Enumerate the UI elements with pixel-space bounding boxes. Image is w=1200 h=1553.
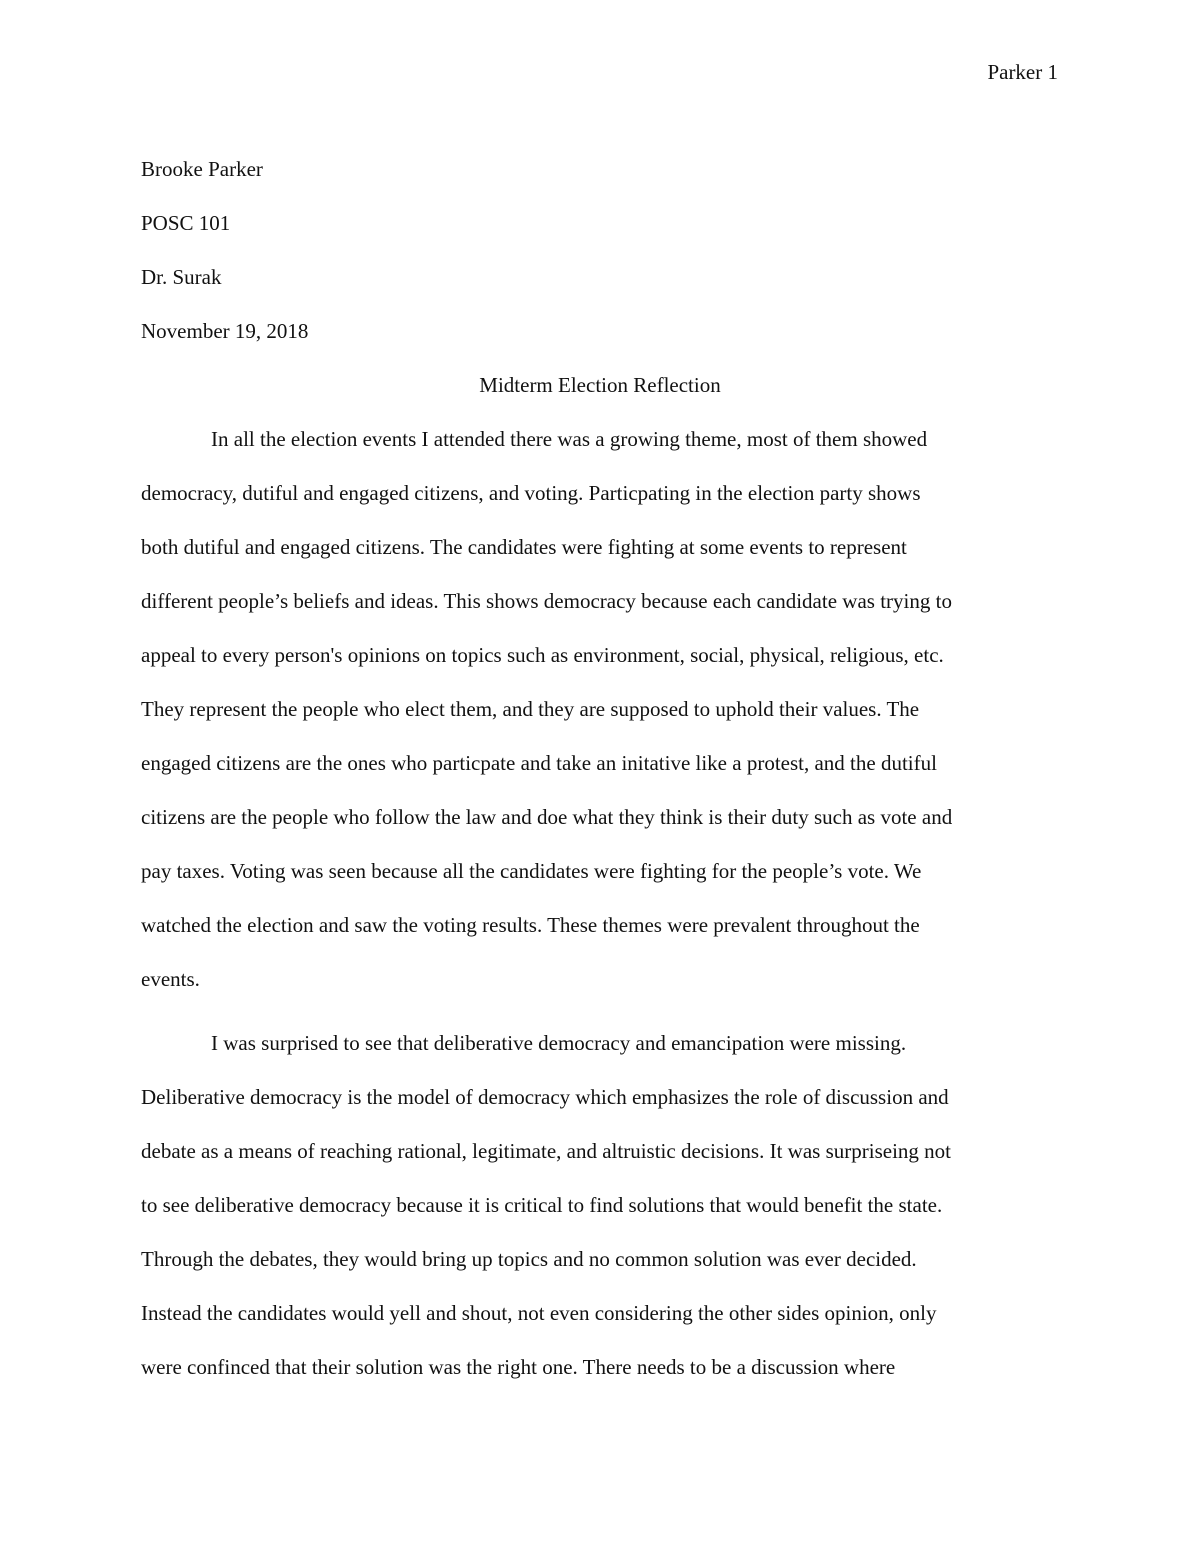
paragraph-line: pay taxes. Voting was seen because all the candidates were fighting for the people’s vote. We [141,859,922,883]
student-name: Brooke Parker [141,157,263,181]
paragraph-line: both dutiful and engaged citizens. The candidates were fighting at some events to represent [141,535,907,559]
essay-date: November 19, 2018 [141,319,309,343]
paragraph-line: events. [141,967,200,991]
paragraph-line: Instead the candidates would yell and shout, not even considering the other sides opinion, only [141,1301,937,1325]
paragraph-line: appeal to every person's opinions on topics such as environment, social, physical, religious, etc. [141,643,944,667]
paragraph-line: engaged citizens are the ones who particpate and take an initative like a protest, and the dutiful [141,751,937,775]
paragraph-line: different people’s beliefs and ideas. This shows democracy because each candidate was trying to [141,589,952,613]
essay-title: Midterm Election Reflection [479,373,721,397]
essay-body [141,142,1059,1394]
paragraph-line: were confinced that their solution was the right one. There needs to be a discussion where [141,1355,896,1379]
paragraph-line: debate as a means of reaching rational, legitimate, and altruistic decisions. It was surpriseing not [141,1139,951,1163]
paragraph-2 [141,1016,1059,1394]
paragraph-line: watched the election and saw the voting results. These themes were prevalent throughout the [141,913,920,937]
instructor-name: Dr. Surak [141,265,222,289]
course-name: POSC 101 [141,211,231,235]
paragraph-line: Deliberative democracy is the model of democracy which emphasizes the role of discussion and [141,1085,949,1109]
running-head: Parker 1 [987,60,1058,84]
paragraph-1 [141,412,1059,1006]
paragraph-line: They represent the people who elect them, and they are supposed to uphold their values. The [141,697,920,721]
paragraph-line: I was surprised to see that deliberative democracy and emancipation were missing. [211,1031,907,1055]
paragraph-line: to see deliberative democracy because it is critical to find solutions that would benefit the state. [141,1193,943,1217]
paragraph-line: In all the election events I attended there was a growing theme, most of them showed [211,427,928,451]
paragraph-spacer [141,1006,1059,1016]
paragraph-line: democracy, dutiful and engaged citizens, and voting. Particpating in the election party shows [141,481,921,505]
paragraph-line: Through the debates, they would bring up topics and no common solution was ever decided. [141,1247,917,1271]
paragraph-line: citizens are the people who follow the law and doe what they think is their duty such as vote and [141,805,953,829]
